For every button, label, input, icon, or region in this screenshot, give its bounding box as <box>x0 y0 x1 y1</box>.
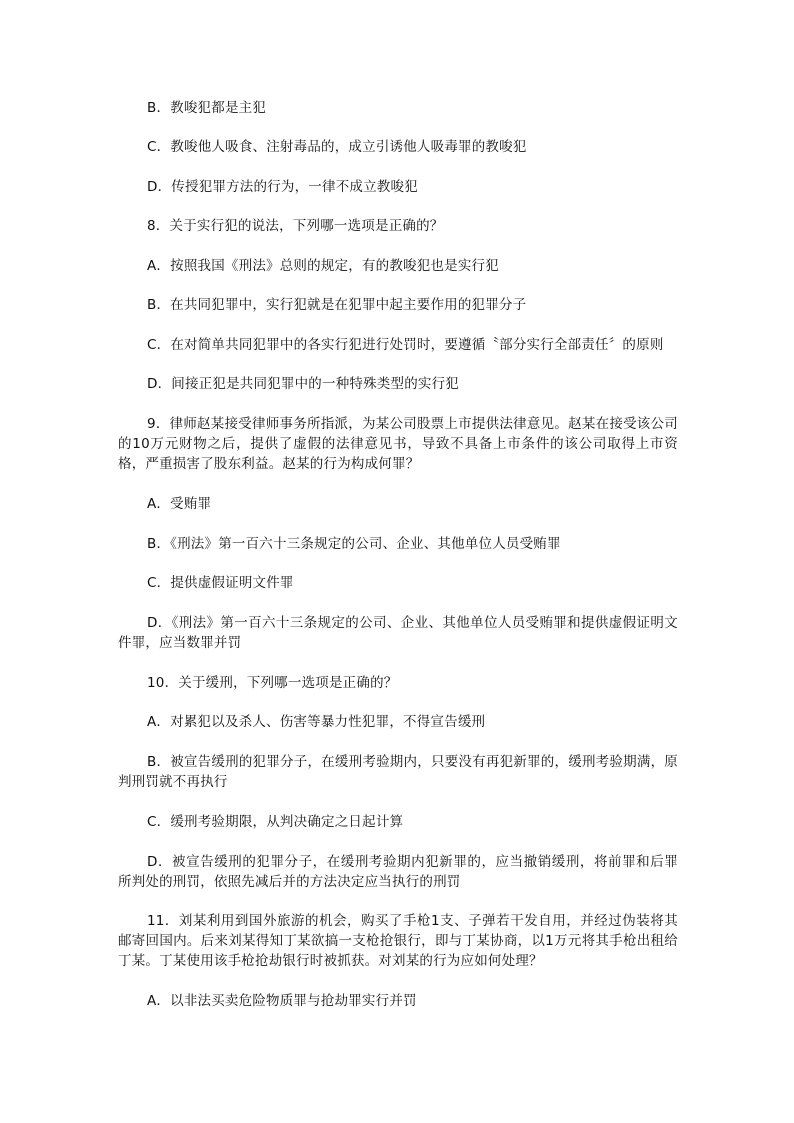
option-a-q9: A．受贿罪 <box>147 496 212 512</box>
option-a-q8: A．按照我国《刑法》总则的规定，有的教唆犯也是实行犯 <box>147 258 499 274</box>
option-b-q7: B．教唆犯都是主犯 <box>147 100 267 116</box>
option-b-q10: B．被宣告缓刑的犯罪分子，在缓刑考验期内，只要没有再犯新罪的，缓刑考验期满，原判刑罚就不再执行 <box>118 754 678 790</box>
question-8: 8．关于实行犯的说法，下列哪一选项是正确的？ <box>147 218 444 234</box>
option-a-q10: A．对累犯以及杀人、伤害等暴力性犯罪，不得宣告缓刑 <box>147 714 486 730</box>
option-b-q9: B．《刑法》第一百六十三条规定的公司、企业、其他单位人员受贿罪 <box>147 536 561 552</box>
option-c-q8: C．在对简单共同犯罪中的各实行犯进行处罚时，要遵循〝部分实行全部责任〞的原则 <box>147 337 664 353</box>
option-c-q7: C．教唆他人吸食、注射毒品的，成立引诱他人吸毒罪的教唆犯 <box>147 139 527 155</box>
question-9: 9．律师赵某接受律师事务所指派，为某公司股票上市提供法律意见。赵某在接受该公司的10万元财物之后，提供了虚假的法律意见书，导致不具备上市条件的该公司取得上市资格，严重损害了股东利益。赵某的行为构成何罪？ <box>118 416 678 472</box>
option-d-q9: D．《刑法》第一百六十三条规定的公司、企业、其他单位人员受贿罪和提供虚假证明文件罪，应当数罪并罚 <box>118 615 678 651</box>
option-d-q10: D．被宣告缓刑的犯罪分子，在缓刑考验期内犯新罪的，应当撤销缓刑，将前罪和后罪所判处的刑罚，依照先减后并的方法决定应当执行的刑罚 <box>118 854 678 890</box>
option-d-q8: D．间接正犯是共同犯罪中的一种特殊类型的实行犯 <box>147 376 459 392</box>
question-10: 10．关于缓刑，下列哪一选项是正确的？ <box>147 675 398 691</box>
option-c-q9: C．提供虚假证明文件罪 <box>147 575 294 591</box>
option-c-q10: C．缓刑考验期限，从判决确定之日起计算 <box>147 814 404 830</box>
option-d-q7: D．传授犯罪方法的行为，一律不成立教唆犯 <box>147 179 418 195</box>
option-b-q8: B．在共同犯罪中，实行犯就是在犯罪中起主要作用的犯罪分子 <box>147 297 527 313</box>
question-11: 11．刘某利用到国外旅游的机会，购买了手枪1支、子弹若干发自用，并经过伪装将其邮寄回国内。后来刘某得知丁某欲搞一支枪抢银行，即与丁某协商，以1万元将其手枪出租给丁某。丁某使用该手枪抢劫银行时被抓获。对刘某的行为应如何处理？ <box>118 913 678 969</box>
option-a-q11: A．以非法买卖危险物质罪与抢劫罪实行并罚 <box>147 993 417 1009</box>
